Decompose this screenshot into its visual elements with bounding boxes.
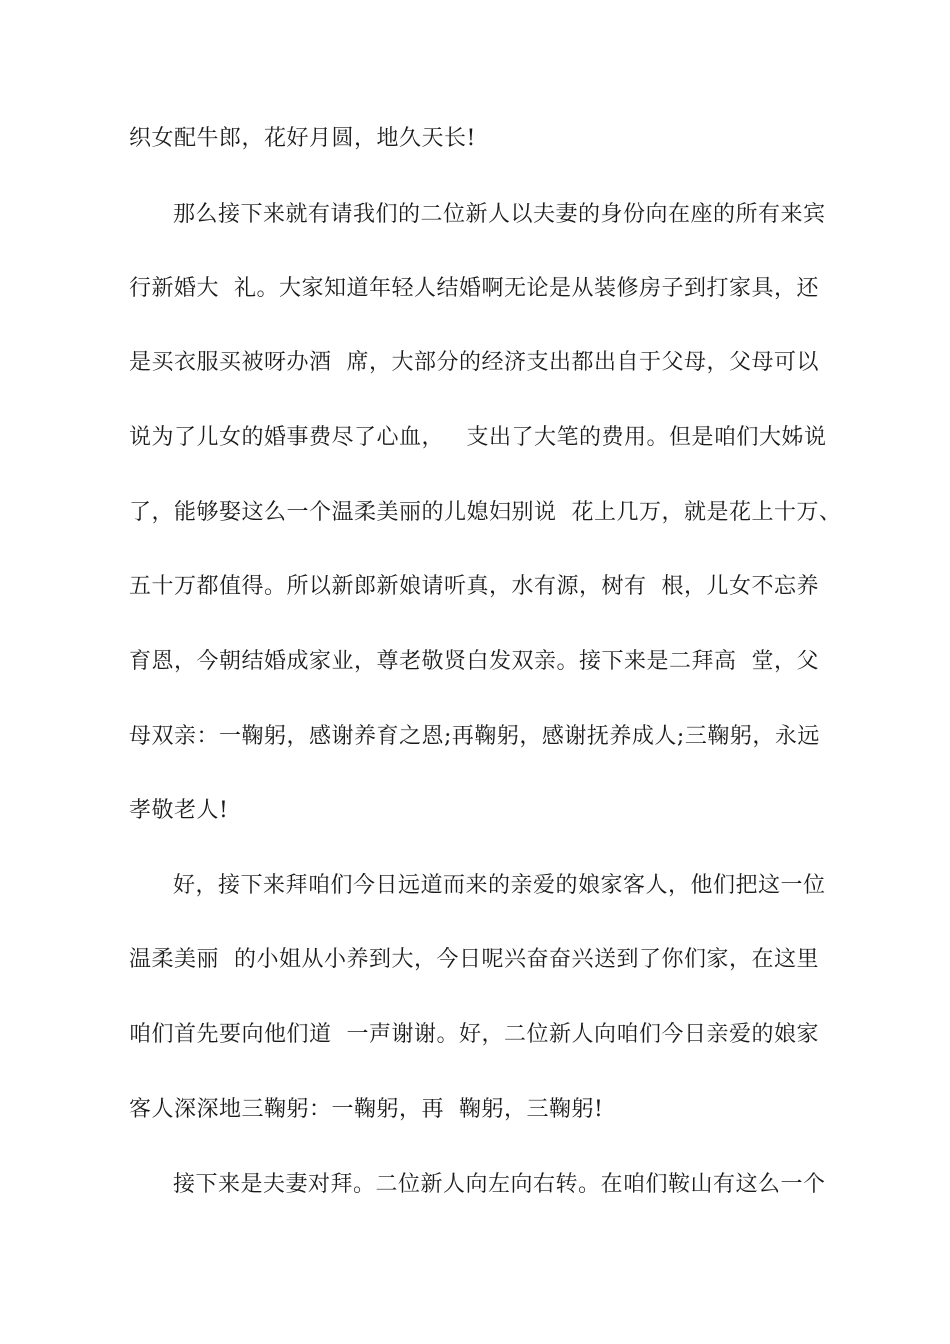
text-line: 母双亲：一鞠躬，感谢养育之恩;再鞠躬，感谢抚养成人;三鞠躬，永远 [129, 724, 820, 749]
text-line: 温柔美丽 的小姐从小养到大，今日呢兴奋奋兴送到了你们家，在这里 [129, 947, 819, 972]
text-line: 咱们首先要向他们道 一声谢谢。好，二位新人向咱们今日亲爱的娘家 [129, 1022, 819, 1047]
text-line: 是买衣服买被呀办酒 席，大部分的经济支出都出自于父母，父母可以 [129, 350, 819, 375]
text-line: 客人深深地三鞠躬：一鞠躬，再 鞠躬，三鞠躬! [129, 1097, 604, 1122]
text-line: 织女配牛郎，花好月圆，地久天长! [129, 126, 476, 151]
text-line: 育恩，今朝结婚成家业，尊老敬贤白发双亲。接下来是二拜高 堂，父 [129, 649, 819, 674]
text-line: 了，能够娶这么一个温柔美丽的儿媳妇别说 花上几万，就是花上十万、 [129, 500, 842, 525]
text-line: 好，接下来拜咱们今日远道而来的亲爱的娘家客人，他们把这一位 [173, 873, 826, 898]
text-line: 五十万都值得。所以新郎新娘请听真，水有源，树有 根，儿女不忘养 [129, 574, 819, 599]
text-line: 说为了儿女的婚事费尽了心血， 支出了大笔的费用。但是咱们大姊说 [129, 425, 827, 450]
text-line: 行新婚大 礼。大家知道年轻人结婚啊无论是从装修房子到打家具，还 [129, 276, 819, 301]
text-line: 那么接下来就有请我们的二位新人以夫妻的身份向在座的所有来宾 [173, 202, 826, 227]
text-line: 孝敬老人! [129, 798, 229, 823]
text-line: 接下来是夫妻对拜。二位新人向左向右转。在咱们鞍山有这么一个 [173, 1172, 826, 1197]
